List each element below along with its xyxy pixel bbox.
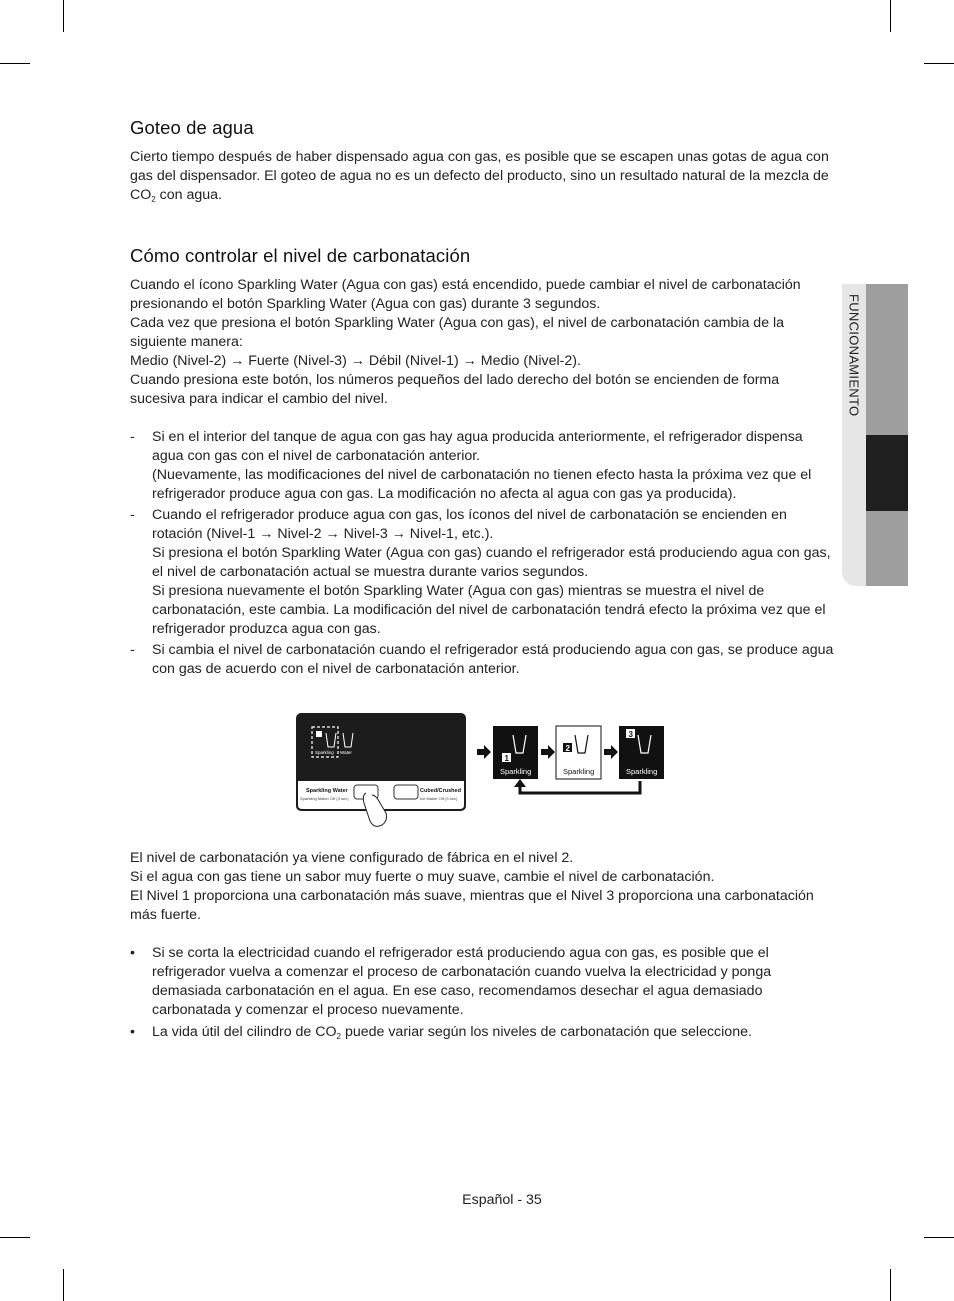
after-line: Si el agua con gas tiene un sabor muy fuerte o muy suave, cambie el nivel de carbonatación. <box>130 869 715 885</box>
panel-icon-label: Water <box>340 750 352 755</box>
section-title-carbonatacion: Cómo controlar el nivel de carbonatación <box>130 245 471 266</box>
svg-text:2: 2 <box>565 744 570 753</box>
crop-mark <box>0 63 30 64</box>
crop-mark <box>0 1237 30 1238</box>
side-tab-label: FUNCIONAMIENTO <box>846 294 862 417</box>
level-badge-small <box>316 731 322 737</box>
cubed-crushed-button-sublabel: Ice Maker Off (3 sec) <box>420 796 458 801</box>
bullet-item: • Si se corta la electricidad cuando el refrigerador está produciendo agua con gas, es posible que el refrigerador vuelva a comenzar el proceso de carbonatación cuando vuelva la electricidad y ponga demasiada carbonatación en el agua. En ese caso, recomendamos desechar el agua demasiado carbonatada y comenzar el proceso nuevamente. <box>130 944 836 1020</box>
right-arrow-icon <box>604 745 618 759</box>
intro-line: Cada vez que presiona el botón Sparkling Water (Agua con gas), el nivel de carbonatación cambia de la siguiente manera: <box>130 315 785 350</box>
loop-back-arrow <box>520 781 640 793</box>
crop-mark <box>890 0 891 32</box>
right-arrow-icon <box>541 745 555 759</box>
bullet-item: • La vida útil del cilindro de $CO_2$ puede variar según los niveles de carbonatación que seleccione. <box>130 1023 836 1042</box>
main-content <box>130 117 836 1045</box>
page-number: Español - 35 <box>462 1192 542 1208</box>
intro-line: Cuando el ícono Sparkling Water (Agua con gas) está encendido, puede cambiar el nivel de carbonatación presionando el botón Sparkling Water (Agua con gas) durante 3 segundos. <box>130 277 801 312</box>
panel-icon-label: Sparkling <box>315 750 334 755</box>
section-title-goteo: Goteo de agua <box>130 117 254 138</box>
intro-line: Cuando presiona este botón, los números pequeños del lado derecho del botón se encienden de forma sucesiva para indicar el cambio del nivel. <box>130 372 780 407</box>
right-arrow-icon <box>477 745 491 759</box>
dash-item: - Si cambia el nivel de carbonatación cuando el refrigerador está produciendo agua con gas, se produce agua con gas de acuerdo con el nivel de carbonatación anterior. <box>130 641 836 679</box>
sparkling-water-button-label: Sparkling Water <box>306 788 348 794</box>
section-side-tab <box>842 284 908 586</box>
level-2-label: Sparkling <box>563 767 595 776</box>
svg-text:1: 1 <box>504 754 509 763</box>
up-arrow-icon <box>514 779 526 787</box>
crop-mark <box>924 63 954 64</box>
crop-mark <box>63 0 64 32</box>
crop-mark <box>63 1269 64 1301</box>
cubed-crushed-button[interactable] <box>394 785 418 799</box>
intro-line: Medio (Nivel-2) → Fuerte (Nivel-3) → Débil (Nivel-1) → Medio (Nivel-2). <box>130 353 581 369</box>
svg-text:3: 3 <box>628 730 633 739</box>
sparkling-water-button-sublabel: Sparkling Maker Off (3 sec) <box>300 796 349 801</box>
control-panel-illustration <box>130 689 836 849</box>
side-tab-active-marker <box>866 435 908 511</box>
level-1-label: Sparkling <box>500 767 532 776</box>
after-line: El Nivel 1 proporciona una carbonatación más suave, mientras que el Nivel 3 proporciona una carbonatación más fuerte. <box>130 888 814 923</box>
dash-list <box>130 428 836 679</box>
level-3-label: Sparkling <box>626 767 658 776</box>
dash-item: - Si en el interior del tanque de agua con gas hay agua producida anteriormente, el refrigerador dispensa agua con gas con el nivel de carbonatación anterior. (Nuevamente, las modificaciones del nivel de carbonatación no tienen efecto hasta la próxima vez que el refrigerador produce agua con gas. La modificación no afecta al agua con gas ya producida). <box>130 428 836 504</box>
cubed-crushed-button-label: Cubed/Crushed <box>420 788 461 794</box>
carbonation-figure <box>130 689 836 849</box>
page-footer <box>0 1192 954 1208</box>
crop-mark <box>924 1237 954 1238</box>
crop-mark <box>890 1269 891 1301</box>
dash-item: - Cuando el refrigerador produce agua con gas, los íconos del nivel de carbonatación se encienden en rotación (Nivel-1 → Nivel-2 → Nivel-3 → Nivel-1, etc.). Si presiona el botón Sparkling Water (Agua con gas) cuando el refrigerador está produciendo agua con gas, el nivel de carbonatación actual se muestra durante varios segundos. Si presiona nuevamente el botón Sparkling Water (Agua con gas) mientras se muestra el nivel de carbonatación, este cambia. La modificación del nivel de carbonatación tendrá efecto la próxima vez que el refrigerador produzca agua con gas. <box>130 506 836 639</box>
goteo-paragraph: Cierto tiempo después de haber dispensado agua con gas, es posible que se escapen unas gotas de agua con gas del dispensador. El goteo de agua no es un defecto del producto, sino un resultado natural de la mezcla de $CO_2$ con agua. <box>130 149 829 204</box>
after-line: El nivel de carbonatación ya viene configurado de fábrica en el nivel 2. <box>130 850 574 866</box>
bullet-list <box>130 944 836 1042</box>
